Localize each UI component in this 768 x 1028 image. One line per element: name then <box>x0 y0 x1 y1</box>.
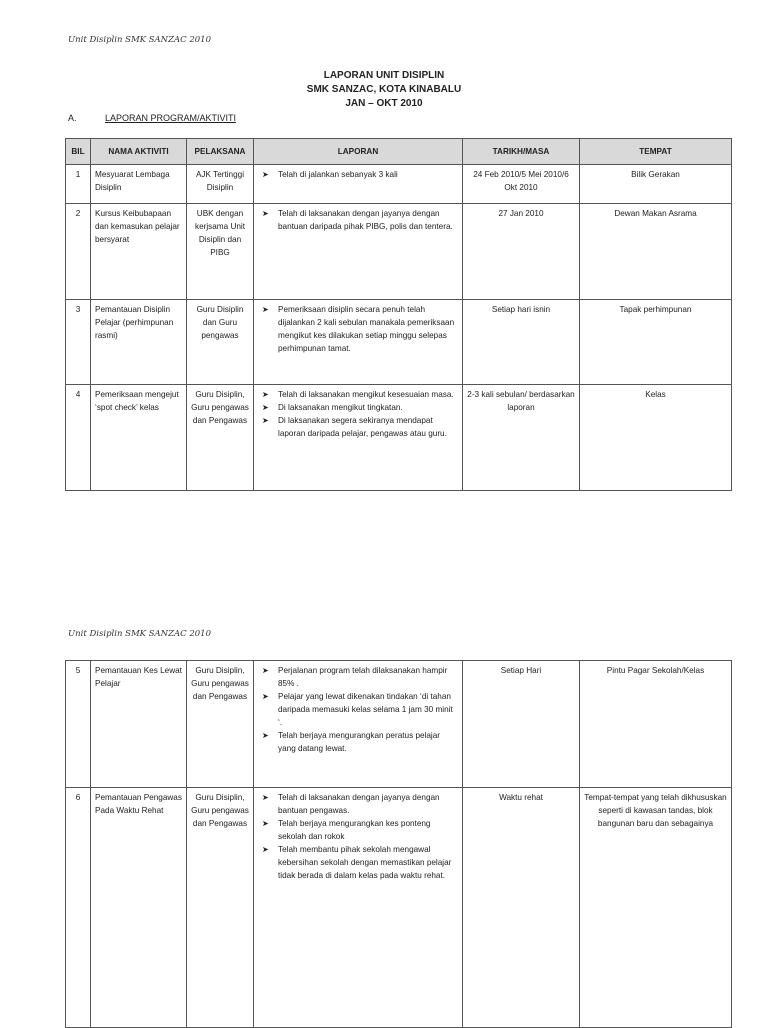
title-line-2: SMK SANZAC, KOTA KINABALU <box>306 84 462 95</box>
row-laporan <box>254 165 463 204</box>
col-nama: NAMA AKTIVITI <box>91 139 187 165</box>
row-laporan <box>254 788 463 1028</box>
col-pelaksana: PELAKSANA <box>187 139 254 165</box>
laporan-item: ➤ Di laksanakan mengikut tingkatan. <box>258 401 458 414</box>
row-tarikh: 27 Jan 2010 <box>463 204 580 300</box>
report-title <box>0 69 768 111</box>
row-nama: Pemantauan Pengawas Pada Waktu Rehat <box>91 788 187 1028</box>
laporan-item: ➤ Telah di laksanakan dengan jayanya dengan bantuan pengawas. <box>258 791 458 817</box>
row-bil: 4 <box>66 385 91 491</box>
row-nama: Pemantauan Kes Lewat Pelajar <box>91 661 187 788</box>
row-pelaksana: Guru Disiplin, Guru pengawas dan Pengawas <box>187 385 254 491</box>
page-header-note: Unit Disiplin SMK SANZAC 2010 <box>68 35 212 45</box>
table-row <box>66 204 732 300</box>
table-row <box>66 300 732 385</box>
row-laporan <box>254 300 463 385</box>
col-tempat: TEMPAT <box>580 139 732 165</box>
table-row <box>66 165 732 204</box>
row-pelaksana: Guru Disiplin dan Guru pengawas <box>187 300 254 385</box>
row-tempat: Pintu Pagar Sekolah/Kelas <box>580 661 732 788</box>
laporan-list <box>258 168 458 181</box>
table-row <box>66 385 732 491</box>
row-laporan <box>254 385 463 491</box>
row-tarikh: Setiap Hari <box>463 661 580 788</box>
row-tarikh: Waktu rehat <box>463 788 580 1028</box>
row-pelaksana: AJK Tertinggi Disiplin <box>187 165 254 204</box>
section-letter: A. <box>68 113 77 123</box>
row-tempat: Kelas <box>580 385 732 491</box>
laporan-list <box>258 207 458 233</box>
row-tempat: Dewan Makan Asrama <box>580 204 732 300</box>
title-line-1: LAPORAN UNIT DISIPLIN <box>323 70 445 81</box>
row-nama: Pemeriksaan mengejut ‘spot check’ kelas <box>91 385 187 491</box>
laporan-item: ➤ Telah di jalankan sebanyak 3 kali <box>258 168 458 181</box>
row-tempat: Tempat-tempat yang telah dikhususkan seperti di kawasan tandas, blok bangunan baru dan sebagainya <box>580 788 732 1028</box>
row-bil: 6 <box>66 788 91 1028</box>
laporan-item: ➤ Di laksanakan segera sekiranya mendapat laporan daripada pelajar, pengawas atau guru. <box>258 414 458 440</box>
table-row <box>66 661 732 788</box>
row-pelaksana: Guru Disiplin, Guru pengawas dan Pengawas <box>187 788 254 1028</box>
laporan-item: ➤ Telah membantu pihak sekolah mengawal kebersihan sekolah dengan memastikan pelajar tidak berada di dalam kelas pada waktu rehat. <box>258 843 458 882</box>
laporan-list <box>258 664 458 755</box>
page-header-note-2: Unit Disiplin SMK SANZAC 2010 <box>68 629 212 639</box>
laporan-item: ➤ Telah di laksanakan mengikut kesesuaian masa. <box>258 388 458 401</box>
col-tarikh: TARIKH/MASA <box>463 139 580 165</box>
row-bil: 3 <box>66 300 91 385</box>
row-pelaksana: Guru Disiplin, Guru pengawas dan Pengawas <box>187 661 254 788</box>
row-bil: 5 <box>66 661 91 788</box>
activity-table-2 <box>65 660 732 1028</box>
laporan-list <box>258 388 458 440</box>
laporan-item: ➤ Perjalanan program telah dilaksanakan hampir 85% . <box>258 664 458 690</box>
row-tarikh: Setiap hari isnin <box>463 300 580 385</box>
laporan-item: ➤ Pelajar yang lewat dikenakan tindakan ‘di tahan daripada memasuki kelas selama 1 jam 30 minit ‘. <box>258 690 458 729</box>
row-laporan <box>254 204 463 300</box>
laporan-item: ➤ Telah berjaya mengurangkan kes ponteng sekolah dan rokok <box>258 817 458 843</box>
table-row <box>66 788 732 1028</box>
row-tempat: Tapak perhimpunan <box>580 300 732 385</box>
row-tarikh: 2-3 kali sebulan/ berdasarkan laporan <box>463 385 580 491</box>
row-nama: Kursus Keibubapaan dan kemasukan pelajar bersyarat <box>91 204 187 300</box>
activity-table-1 <box>65 138 732 491</box>
title-line-3: JAN – OKT 2010 <box>345 98 423 109</box>
row-tempat: Bilik Gerakan <box>580 165 732 204</box>
laporan-item: ➤ Pemeriksaan disiplin secara penuh telah dijalankan 2 kali sebulan manakala pemeriksaan mengikut kes dilakukan setiap minggu selepas perhimpunan tamat. <box>258 303 458 355</box>
table-header-row <box>66 139 732 165</box>
section-label: LAPORAN PROGRAM/AKTIVITI <box>105 113 237 123</box>
laporan-list <box>258 791 458 882</box>
row-nama: Mesyuarat Lembaga Disiplin <box>91 165 187 204</box>
row-laporan <box>254 661 463 788</box>
col-bil: BIL <box>66 139 91 165</box>
row-pelaksana: UBK dengan kerjsama Unit Disiplin dan PIBG <box>187 204 254 300</box>
laporan-item: ➤ Telah di laksanakan dengan jayanya dengan bantuan daripada pihak PIBG, polis dan tentera. <box>258 207 458 233</box>
row-nama: Pemantauan Disiplin Pelajar (perhimpunan rasmi) <box>91 300 187 385</box>
row-bil: 1 <box>66 165 91 204</box>
col-laporan: LAPORAN <box>254 139 463 165</box>
laporan-list <box>258 303 458 355</box>
laporan-item: ➤ Telah berjaya mengurangkan peratus pelajar yang datang lewat. <box>258 729 458 755</box>
row-bil: 2 <box>66 204 91 300</box>
row-tarikh: 24 Feb 2010/5 Mei 2010/6 Okt 2010 <box>463 165 580 204</box>
